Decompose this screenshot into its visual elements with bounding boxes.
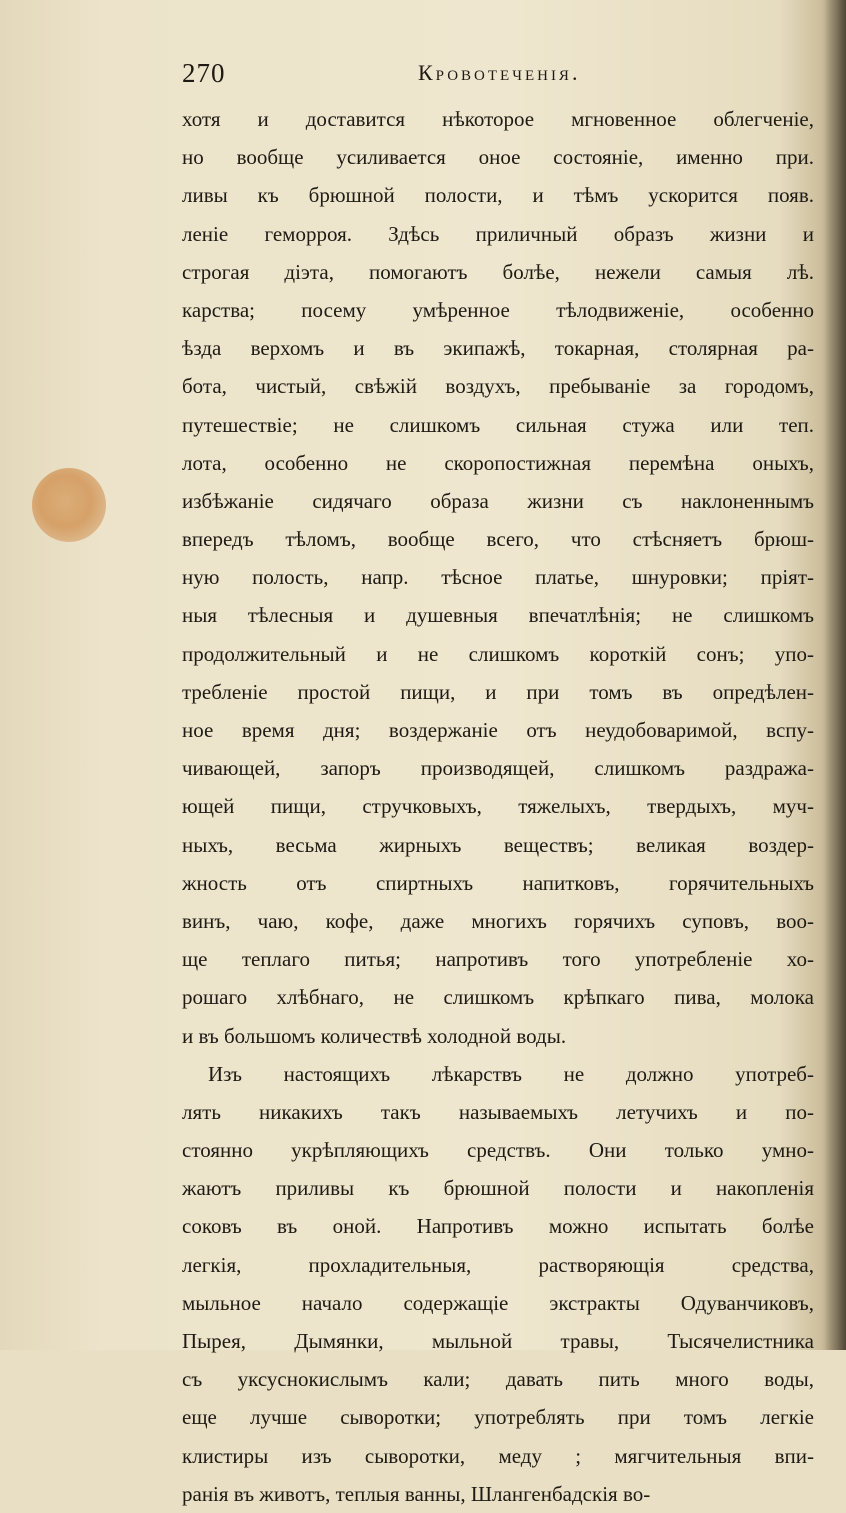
text-line: мыльное начало содержащіе экстракты Одуванчиковъ, xyxy=(182,1290,814,1315)
text-line: впередъ тѣломъ, вообще всего, что стѣсняетъ брюш- xyxy=(182,527,814,552)
text-line: рошаго хлѣбнаго, не слишкомъ крѣпкаго пива, молока xyxy=(182,985,814,1010)
text-line: ныхъ, весьма жирныхъ веществъ; великая воздер- xyxy=(182,832,814,857)
running-title: Кровотеченія. xyxy=(418,60,581,85)
text-line: ющей пищи, стручковыхъ, тяжелыхъ, твердыхъ, муч- xyxy=(182,794,814,819)
text-line: клистиры изъ сыворотки, меду ; мягчительныя впи- xyxy=(182,1443,814,1468)
text-line: продолжительный и не слишкомъ короткій сонъ; упо- xyxy=(182,641,814,666)
text-line: съ уксуснокислымъ кали; давать пить много воды, xyxy=(182,1367,814,1392)
page-edge-shadow xyxy=(824,0,846,1350)
text-line: требленіе простой пищи, и при томъ въ опредѣлен- xyxy=(182,679,814,704)
text-line: бота, чистый, свѣжій воздухъ, пребываніе за городомъ, xyxy=(182,374,814,399)
text-line: ѣзда верхомъ и въ экипажѣ, токарная, столярная ра- xyxy=(182,336,814,361)
text-line: жаютъ приливы къ брюшной полости и накопленія xyxy=(182,1176,814,1201)
body-text xyxy=(182,100,814,1513)
text-line: ную полость, напр. тѣсное платье, шнуровки; пріят- xyxy=(182,565,814,590)
text-line: легкія, прохладительныя, растворяющія средства, xyxy=(182,1252,814,1277)
text-line: леніе геморроя. Здѣсь приличный образъ жизни и xyxy=(182,221,814,246)
page-header xyxy=(182,58,612,94)
text-line: карства; посему умѣренное тѣлодвиженіе, особенно xyxy=(182,297,814,322)
text-line: винъ, чаю, кофе, даже многихъ горячихъ суповъ, воо- xyxy=(182,908,814,933)
text-line: ранія въ животъ, теплыя ванны, Шлангенбадскія во- xyxy=(182,1481,651,1506)
text-line: избѣжаніе сидячаго образа жизни съ наклоненнымъ xyxy=(182,488,814,513)
text-line: и въ большомъ количествѣ холодной воды. xyxy=(182,1023,567,1048)
text-line: жность отъ спиртныхъ напитковъ, горячительныхъ xyxy=(182,870,814,895)
text-line: ное время дня; воздержаніе отъ неудобоваримой, вспу- xyxy=(182,718,814,742)
text-line: строгая діэта, помогаютъ болѣе, нежели самыя лѣ. xyxy=(182,259,814,284)
text-line: ще теплаго питья; напротивъ того употребленіе хо- xyxy=(182,947,814,972)
text-line: ливы къ брюшной полости, и тѣмъ ускорится появ. xyxy=(182,183,814,208)
text-line: но вообще усиливается оное состояніе, именно при. xyxy=(182,145,814,170)
text-line: хотя и доставится нѣкоторое мгновенное облегченіе, xyxy=(182,107,814,131)
text-line: Пырея, Дымянки, мыльной травы, Тысячелистника xyxy=(182,1329,814,1353)
paper-stain xyxy=(32,468,106,542)
page-number: 270 xyxy=(182,58,226,88)
text-line: чивающей, запоръ производящей, слишкомъ раздража- xyxy=(182,756,814,781)
text-line: лять никакихъ такъ называемыхъ летучихъ и по- xyxy=(182,1099,814,1124)
text-line: ныя тѣлесныя и душевныя впечатлѣнія; не слишкомъ xyxy=(182,603,814,628)
text-line: соковъ въ оной. Напротивъ можно испытать болѣе xyxy=(182,1214,814,1239)
text-line: стоянно укрѣпляющихъ средствъ. Они только умно- xyxy=(182,1138,814,1163)
text-line: Изъ настоящихъ лѣкарствъ не должно употреб- xyxy=(208,1061,814,1086)
text-line: лота, особенно не скоропостижная перемѣна оныхъ, xyxy=(182,450,814,475)
text-line: еще лучше сыворотки; употреблять при томъ легкіе xyxy=(182,1405,814,1430)
text-line: путешествіе; не слишкомъ сильная стужа или теп. xyxy=(182,412,814,437)
